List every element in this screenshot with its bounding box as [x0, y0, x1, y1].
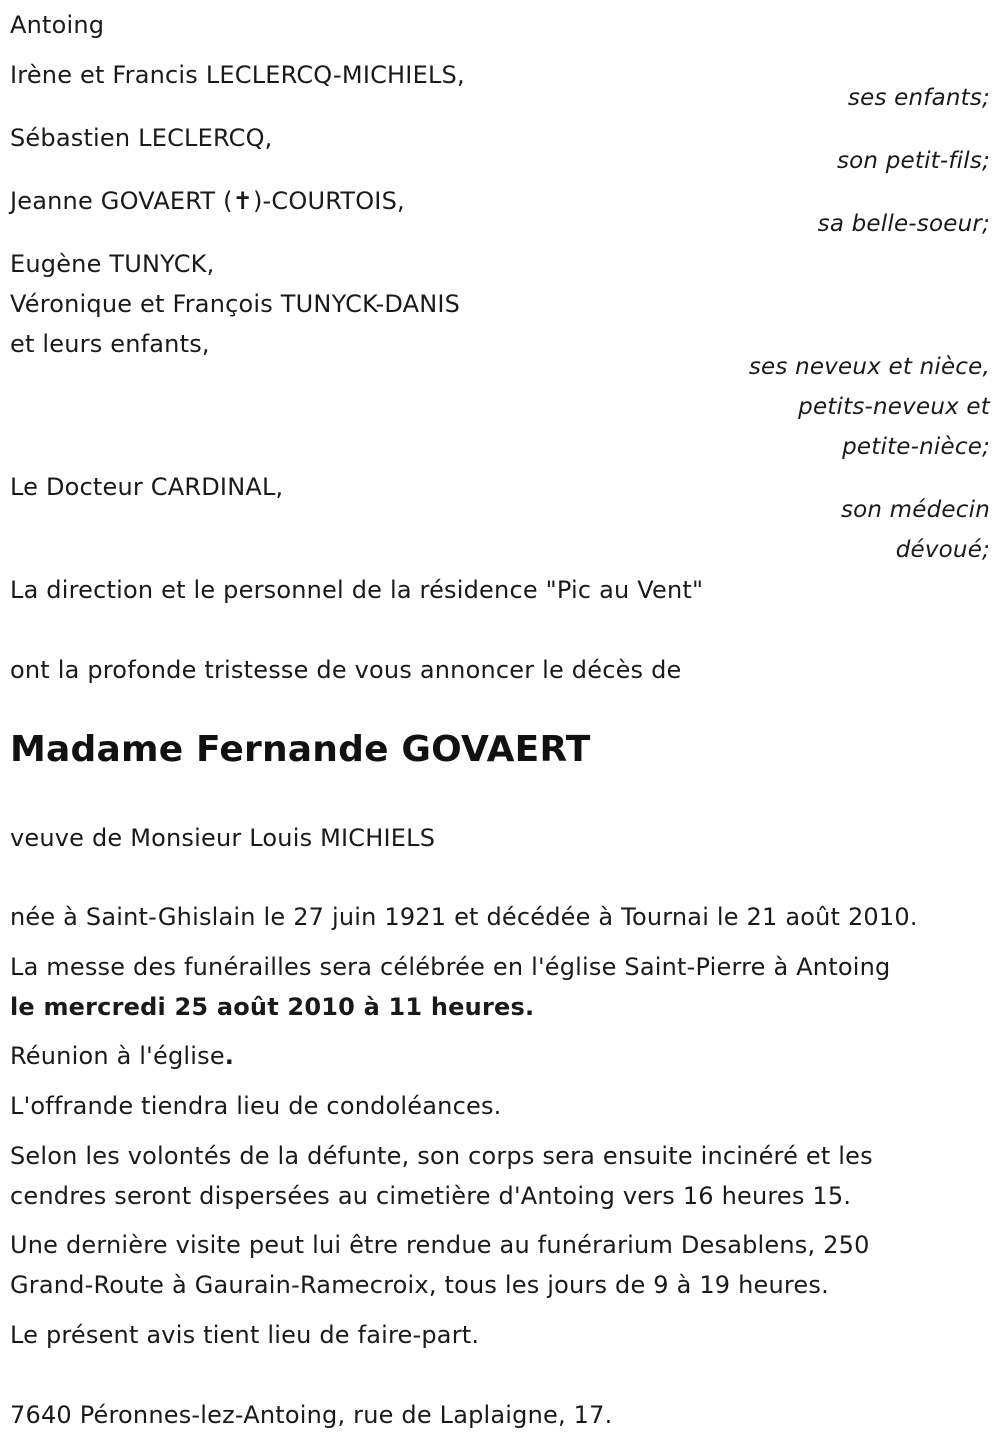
visit-line-1: Une dernière visite peut lui être rendue au funérarium Desablens, 250	[10, 1231, 870, 1259]
meeting-info	[10, 1041, 234, 1071]
visit-line-2: Grand-Route à Gaurain-Ramecroix, tous les jours de 9 à 19 heures.	[10, 1271, 829, 1299]
offering-info: L'offrande tiendra lieu de condoléances.	[10, 1092, 502, 1120]
birth-death-dates: née à Saint-Ghislain le 27 juin 1921 et décédée à Tournai le 21 août 2010.	[10, 903, 918, 931]
cremation-line-2: cendres seront dispersées au cimetière d'Antoing vers 16 heures 15.	[10, 1182, 852, 1210]
family-address: 7640 Péronnes-lez-Antoing, rue de Laplaigne, 17.	[10, 1401, 613, 1429]
nephew-role-line-2: petits-neveux et	[798, 394, 990, 420]
family-name-sister-in-law: Jeanne GOVAERT (✝)-COURTOIS,	[10, 187, 405, 215]
town-heading: Antoing	[10, 11, 105, 39]
family-role-sister-in-law: sa belle-soeur;	[817, 211, 990, 237]
nephew-line-1: Eugène TUNYCK,	[10, 250, 215, 278]
doctor-role-line-1: son médecin	[840, 497, 990, 523]
family-role-grandson: son petit-fils;	[836, 148, 990, 174]
deceased-name: Madame Fernande GOVAERT	[10, 729, 591, 770]
meeting-text: Réunion à l'église	[10, 1042, 225, 1070]
nephew-line-3: et leurs enfants,	[10, 330, 210, 358]
nephew-role-line-3: petite-nièce;	[842, 434, 990, 460]
mass-info: La messe des funérailles sera célébrée en l'église Saint-Pierre à Antoing	[10, 953, 891, 981]
widow-of: veuve de Monsieur Louis MICHIELS	[10, 824, 436, 852]
family-role-children: ses enfants;	[847, 85, 990, 111]
nephew-role-line-1: ses neveux et nièce,	[748, 354, 990, 380]
doctor-role-line-2: dévoué;	[895, 537, 990, 563]
meeting-punctuation: .	[224, 1042, 235, 1070]
doctor-name: Le Docteur CARDINAL,	[10, 473, 284, 501]
family-name-children: Irène et Francis LECLERCQ-MICHIELS,	[10, 61, 465, 89]
mass-date-time: le mercredi 25 août 2010 à 11 heures.	[10, 993, 535, 1021]
announcement-text: ont la profonde tristesse de vous annoncer le décès de	[10, 656, 682, 684]
residence-staff: La direction et le personnel de la résidence "Pic au Vent"	[10, 576, 704, 604]
cremation-line-1: Selon les volontés de la défunte, son corps sera ensuite incinéré et les	[10, 1142, 873, 1170]
notice-text: Le présent avis tient lieu de faire-part.	[10, 1321, 480, 1349]
family-name-grandson: Sébastien LECLERCQ,	[10, 124, 273, 152]
nephew-line-2: Véronique et François TUNYCK-DANIS	[10, 290, 461, 318]
